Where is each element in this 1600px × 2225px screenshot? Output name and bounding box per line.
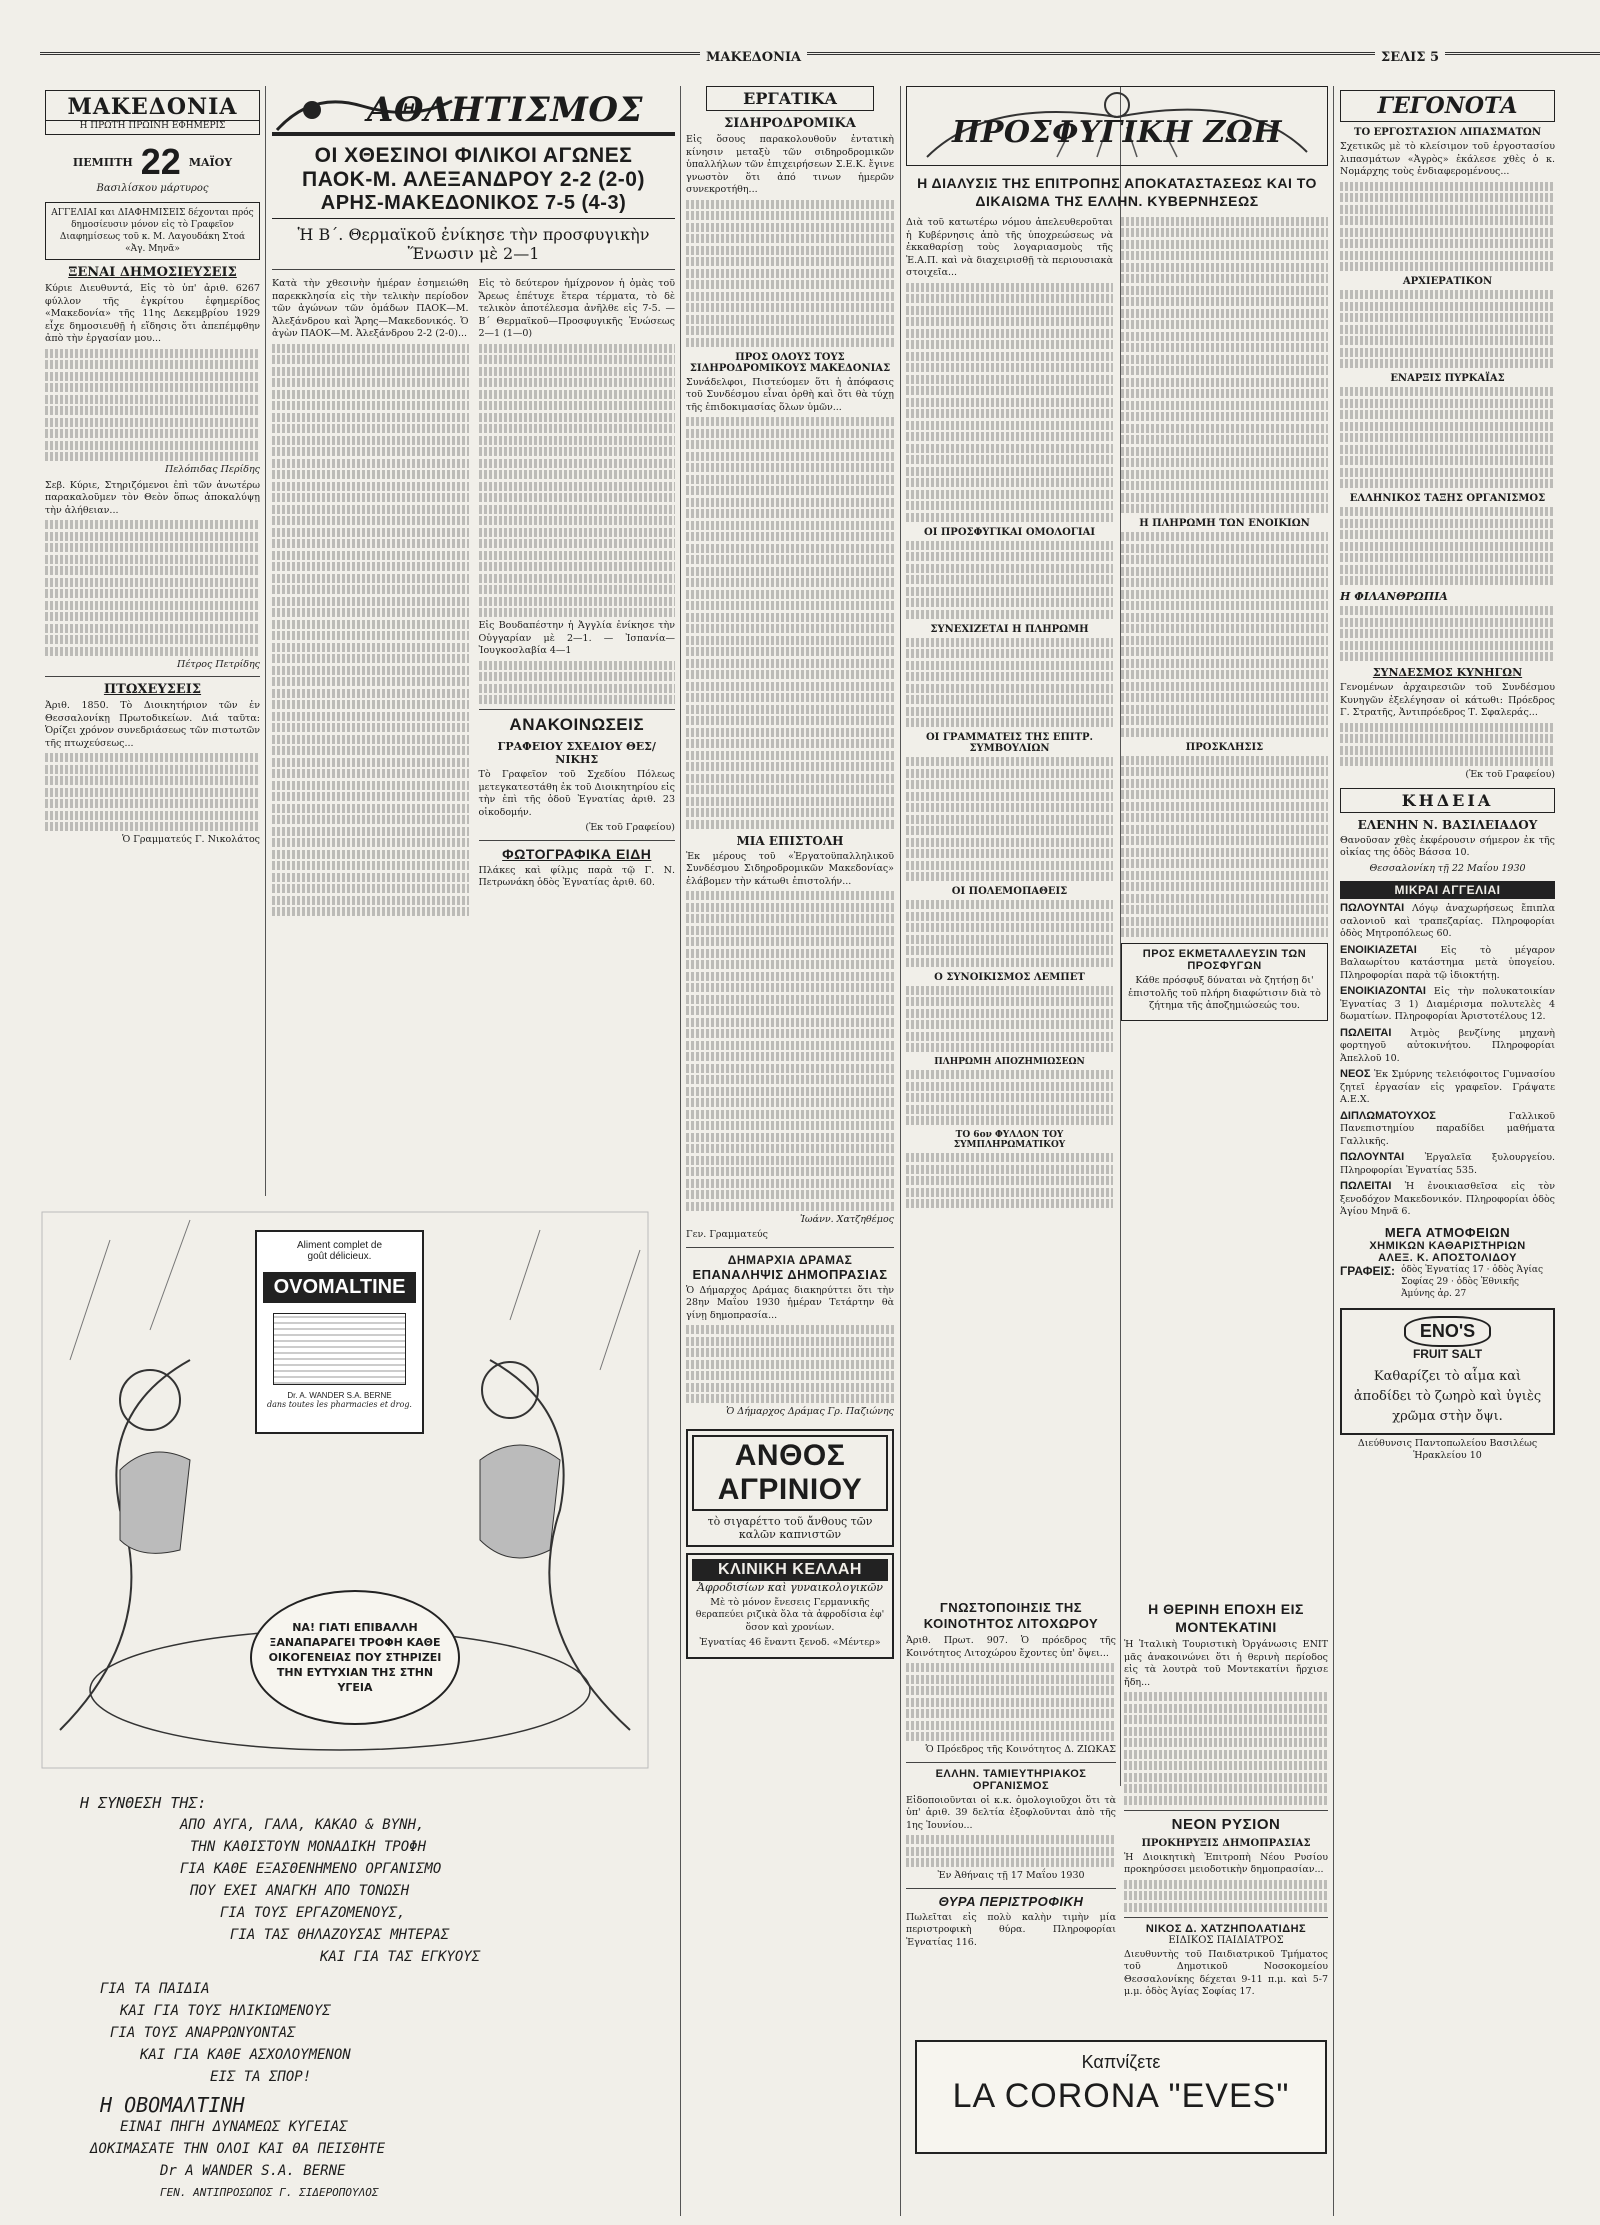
column-gegonota <box>1340 86 1555 2206</box>
xenai-signature: Πελόπιδας Περίδης <box>165 464 260 475</box>
athletics-deck: Ἡ Β΄. Θερμαϊκοῦ ἐνίκησε τὴν προσφυγικὴν Ἕνωσιν μὲ 2—1 <box>297 225 650 263</box>
athletics-body: Κατὰ τὴν χθεσινὴν ἡμέραν ἐσημειώθη παρεκκλησία εἰς τὴν τελικὴν περίοδον τῶν ἀγώνων τῶν ὁμάδων ΠΑΟΚ—Μ. Ἀλεξάνδρου καὶ Ἄρης—Μακεδονικός. Ὁ ἀγὼν ΠΑΟΚ—Μ. Ἀλεξάνδρου 2-2 (2-0)... <box>272 278 469 339</box>
prosfygiki-sub-1: ΟΙ ΠΡΟΣΦΥΓΙΚΑΙ ΟΜΟΛΟΓΙΑΙ <box>923 526 1096 538</box>
ergatika-sub-2: ΠΡΟΣ ΟΛΟΥΣ ΤΟΥΣ ΣΙΔΗΡΟΔΡΟΜΙΚΟΥΣ ΜΑΚΕΔΟΝΙΑΣ <box>689 351 891 374</box>
neon-rysion-heading: ΝΕΟΝ ΡΥΣΙΟΝ <box>1171 1815 1281 1833</box>
dimarchia-text: Ὁ Δήμαρχος Δράμας διακηρύττει ὅτι τὴν 28ην Μαΐου 1930 ἡμέραν Τετάρτην θὰ γίνῃ δημοπρασία... <box>686 1284 894 1321</box>
masthead-subtitle: Η ΠΡΩΤΗ ΠΡΩΙΝΗ ΕΦΗΜΕΡΙΣ <box>46 120 259 131</box>
ovo-line-1: ΑΠΟ ΑΥΓΑ, ΓΑΛΑ, ΚΑΚΑΟ & ΒΥΝΗ, <box>180 1817 425 1833</box>
classified-item: ΠΩΛΕΙΤΑΙ Ἀτμὸς βενζίνης μηχανὴ φορτηγοῦ αὐτοκινήτου. Πληροφορίαι Ἀπελλοῦ 10. <box>1340 1026 1555 1064</box>
masthead-title: ΜΑΚΕΔΟΝΙΑ <box>67 94 238 120</box>
gnostopoiiseis-heading: ΓΝΩΣΤΟΠΟΙΗΣΙΣ ΤΗΣ ΚΟΙΝΟΤΗΤΟΣ ΛΙΤΟΧΩΡΟΥ <box>923 1600 1099 1631</box>
running-header-page: ΣΕΛΙΣ 5 <box>1375 50 1445 65</box>
column-rule <box>1333 86 1334 2216</box>
classified-item: ΠΩΛΟΥΝΤΑΙ Λόγῳ ἀναχωρήσεως ἔπιπλα σαλονιοῦ καὶ τραπεζαρίας. Πληροφορίαι ὁδὸς Μητροπόλεως 60. <box>1340 902 1555 939</box>
running-header-title: ΜΑΚΕΔΟΝΙΑ <box>700 50 807 65</box>
prosfygiki-col-b <box>1121 214 1328 1211</box>
column-left <box>45 86 260 850</box>
can-pharmacies: dans toutes les pharmacies et drog. <box>267 1400 412 1409</box>
ovo-line-3: ΓΙΑ ΚΑΘΕ ΕΞΑΣΘΕΝΗΜΕΝΟ ΟΡΓΑΝΙΣΜΟ <box>180 1861 442 1877</box>
xenai-signature-2: Πέτρος Πετρίδης <box>177 658 260 670</box>
corona-small: Καπνίζετε <box>1081 2052 1161 2072</box>
tamieftirios-text: Εἰδοποιοῦνται οἱ κ.κ. ὀμολογιοῦχοι ὅτι τὰ ὑπ' ἀριθ. 39 δελτία ἐξοφλοῦνται ἀπὸ τῆς 1ης Ἰουνίου... <box>906 1794 1116 1831</box>
classified-item: ΕΝΟΙΚΙΑΖΟΝΤΑΙ Εἰς τὴν πολυκατοικίαν Ἐγνατίας 3 1) Διαμέρισμα πολυτελὲς 4 δωματίων. Πληροφορίαι Ἀριστοτέλους 12. <box>1340 985 1555 1022</box>
xenai-paragraph: Κύριε Διευθυντά, Εἰς τὸ ὑπ' ἀριθ. 6267 φύλλον τῆς ἐγκρίτου ἐφημερίδος «Μακεδονία» τῆς 11ης Δεκεμβρίου 1929 εἶχε δημοσιευθῇ ἡ εἴδησις ὅτι ἀπεπέμφθην ἀπὸ τὴν ἐργασίαν μου... <box>45 283 260 344</box>
column-athletics <box>272 86 675 919</box>
prosfygiki-box <box>1121 943 1328 1021</box>
can-label <box>273 1313 406 1385</box>
prosfygiki-sub-2: ΣΥΝΕΧΙΖΕΤΑΙ Η ΠΛΗΡΩΜΗ <box>930 623 1089 635</box>
announcements-sub: ΓΡΑΦΕΙΟΥ ΣΧΕΔΙΟΥ ΘΕΣ/ΝΙΚΗΣ <box>497 740 656 766</box>
top-rule <box>40 52 1600 63</box>
classifieds-heading: ΜΙΚΡΑΙ ΑΓΓΕΛΙΑΙ <box>1340 881 1555 899</box>
dimarchia-sub: ΕΠΑΝΑΛΗΨΙΣ ΔΗΜΟΠΡΑΣΙΑΣ <box>692 1266 888 1282</box>
prosfygiki-text: Διὰ τοῦ κατωτέρω νόμου ἀπελευθεροῦται ἡ Κυβέρνησις ἀπὸ τῆς ὑποχρεώσεως νὰ ἐκκαθαρίσῃ τοὺς λογαριασμοὺς τῆς Ἐ.Α.Π. καὶ νὰ διαχειρισθῇ τὰ περιουσιακὰ στοιχεῖα... <box>906 217 1113 278</box>
column-gnostopoiiseis <box>906 1600 1116 1948</box>
date-number: 22 <box>140 141 181 182</box>
ergatika-letter-heading: ΜΙΑ ΕΠΙΣΤΟΛΗ <box>736 833 844 848</box>
weekday: ΠΕΜΠΤΗ <box>72 155 133 169</box>
athletics-title: ΑΘΛΗΤΙΣΜΟΣ <box>367 90 644 130</box>
ergatika-heading: ΕΡΓΑΤΙΚΑ <box>706 86 874 111</box>
athletics-body-2: Εἰς τὸ δεύτερον ἡμίχρονον ἡ ὁμὰς τοῦ Ἄρεως ἐπέτυχε ἕτερα τέρματα, τὸ δὲ τελικὸν ἀποτέλεσμα ἀνῆλθε εἰς 7-5. — Β΄ Θερμαϊκοῦ—Προσφυγικῆς Ἑνώσεως 2—1 (1—0) <box>478 278 675 339</box>
prosfygiki-side-sub-2: ΠΡΟΣΚΛΗΣΙΣ <box>1185 741 1264 753</box>
anthos-ad <box>686 1429 894 1547</box>
chemical-addresses: ὁδὸς Ἐγνατίας 17 · ὁδὸς Ἁγίας Σοφίας 29 · ὁδὸς Ἐθνικῆς Ἀμύνης ἀρ. 27 <box>1401 1264 1544 1299</box>
prosfygiki-title: ΠΡΟΣΦΥΓΙΚΗ ΖΩΗ <box>952 115 1282 150</box>
gegonota-source: (Ἐκ τοῦ Γραφείου) <box>1465 769 1555 780</box>
ergatika-text: Εἰς ὅσους παρακολουθοῦν ἐντατικὴ κίνησιν μεταξὺ τῶν σιδηροδρομικῶν ὑπαλλήλων τῶν ἐπιχειρήσεων Σ.Ε.Κ. ἔγινε γνωστὸν ὅτι ἀπό τινων ἡμερῶν συνεκροτήθη... <box>686 134 894 195</box>
athletics-col-b <box>479 275 676 919</box>
ovo-line-9: ΚΑΙ ΓΙΑ ΤΟΥΣ ΗΛΙΚΙΩΜΕΝΟΥΣ <box>120 2003 331 2019</box>
gnostopoiiseis-sign: Ὁ Πρόεδρος τῆς Κοινότητος Δ. ΖΙΩΚΑΣ <box>925 1744 1116 1755</box>
ovomaltine-badge: ΝΑ! ΓΙΑΤΙ ΕΠΙΒΑΛΛΗ ΞΑΝΑΠΑΡΑΓΕΙ ΤΡΟΦΗ ΚΑΘΕ ΟΙΚΟΓΕΝΕΙΑΣ ΠΟΥ ΣΤΗΡΙΖΕΙ ΤΗΝ ΕΥΤΥΧΙΑΝ ΤΗΣ ΣΤΗΝ ΥΓΕΙΑ <box>250 1590 460 1725</box>
chemical-offices <box>1340 1264 1555 1300</box>
enos-brand: ENO'S <box>1404 1316 1491 1347</box>
ovo-maker: Dr A WANDER S.A. BERNE <box>160 2163 346 2179</box>
ergatika-text-2: Συνάδελφοι, Πιστεύομεν ὅτι ἡ ἀπόφασις τοῦ Συνδέσμου εἶναι ὀρθὴ καὶ ὅτι θὰ τύχῃ τῆς ἐπιδοκιμασίας ὅλων ὑμῶν... <box>686 376 894 413</box>
corona-ad <box>915 2040 1327 2154</box>
prosfygiki-sub-4: ΟΙ ΠΟΛΕΜΟΠΑΘΕΙΣ <box>951 886 1068 897</box>
announcements-text: Τὸ Γραφεῖον τοῦ Σχεδίου Πόλεως μετεγκατεστάθη ἐκ τοῦ Διοικητηρίου εἰς τὴν ἐπὶ τῆς ὁδοῦ Ἐγνατίας ἀριθ. 23 οἰκοδομήν. <box>478 769 675 818</box>
ovo-claim-3: ΔΟΚΙΜΑΣΑΤΕ ΤΗΝ ΟΛΟΙ ΚΑΙ ΘΑ ΠΕΙΣΘΗΤΕ <box>90 2141 386 2157</box>
kideia-heading: ΚΗΔΕΙΑ <box>1340 788 1555 813</box>
prosfygiki-col-a <box>906 214 1113 1211</box>
month: ΜΑΪΟΥ <box>188 155 233 169</box>
ovo-claim: Η ΟΒΟΜΑΛΤΙΝΗ <box>100 2093 245 2117</box>
klinik-address: Ἐγνατίας 46 ἔναντι ξενοδ. «Μέντερ» <box>699 1637 881 1648</box>
ergatika-signer-title: Γεν. Γραμματεύς <box>686 1229 768 1240</box>
ovomaltine-can <box>255 1230 424 1434</box>
thermal-text: Ἡ Ἰταλικὴ Τουριστικὴ Ὀργάνωσις ENIT μᾶς ἀνακοινώνει ὅτι ἡ θερινὴ περίοδος εἰς τὰ λουτρὰ τοῦ Μοντεκατίνι ἤρχισε ἤδη... <box>1124 1639 1328 1688</box>
gegonota-text-1: Σχετικῶς μὲ τὸ κλείσιμον τοῦ ἐργοστασίου λιπασμάτων «Ἀγρὸς» ἐκάλεσε χθὲς ὁ κ. Νομάρχης τοὺς ἐνδιαφερομένους... <box>1340 141 1555 177</box>
kideia-date: Θεσσαλονίκη τῇ 22 Μαΐου 1930 <box>1369 862 1526 874</box>
can-text-1: Aliment complet de <box>296 1240 383 1251</box>
athletics-results: Εἰς Βουδαπέστην ἡ Ἀγγλία ἐνίκησε τὴν Οὑγγαρίαν μὲ 2—1. — Ἰσπανία—Ἰουγκοσλαβία 4—1 <box>478 620 675 656</box>
classified-item: ΠΩΛΟΥΝΤΑΙ Ἐργαλεῖα ξυλουργείου. Πληροφορίαι Ἐγνατίας 535. <box>1340 1151 1555 1176</box>
classified-item: ΕΝΟΙΚΙΑΖΕΤΑΙ Εἰς τὸ μέγαρον Βαλαωρίτου κατάστημα μετὰ ὑπογείου. Πληροφορίαι παρὰ τῷ ἰδιοκτήτῃ. <box>1340 943 1555 981</box>
anthos-tagline: τὸ σιγαρέττο τοῦ ἄνθους τῶν καλῶν καπνιστῶν <box>707 1514 873 1541</box>
can-maker: Dr. A. WANDER S.A. BERNE <box>287 1391 392 1400</box>
thyra-text: Πωλεῖται εἰς πολὺ καλὴν τιμὴν μία περιστροφικὴ θύρα. Πληροφορίαι Ἐγνατίας 116. <box>906 1911 1116 1948</box>
ovomaltine-ad <box>40 1210 650 2205</box>
classifieds-list <box>1340 902 1555 1219</box>
klinik-text: Μὲ τὸ μόνον ἔνεσεις Γερμανικῆς θεραπεύει ριζικὰ ὅλα τὰ ἀφροδίσια ἐφ' ὅσον καὶ χρονίων. <box>695 1596 885 1633</box>
prosfygiki-sub-6: ΠΛΗΡΩΜΗ ΑΠΟΖΗΜΙΩΣΕΩΝ <box>934 1057 1085 1067</box>
corona-brand: LA CORONA "EVES" <box>952 2077 1290 2115</box>
announcements-source: (Ἐκ τοῦ Γραφείου) <box>585 822 675 833</box>
thyra-heading: ΘΥΡΑ ΠΕΡΙΣΤΡΟΦΙΚΗ <box>938 1893 1084 1909</box>
ovo-line-0: Η ΣΥΝΘΕΣΗ ΤΗΣ: <box>80 1794 207 1812</box>
dimarchia-heading: ΔΗΜΑΡΧΙΑ ΔΡΑΜΑΣ <box>727 1252 853 1267</box>
date-block <box>45 141 260 183</box>
photo-text: Πλάκες καὶ φίλμς παρὰ τῷ Γ. Ν. Πετρωνάκη ὁδὸς Ἐγνατίας ἀριθ. 60. <box>478 864 675 888</box>
ptocheuseis-signer: Ὁ Γραμματεύς Γ. Νικολάτος <box>122 834 260 845</box>
ovo-line-4: ΠΟΥ ΕΧΕΙ ΑΝΑΓΚΗ ΑΠΟ ΤΟΝΩΣΗ <box>190 1883 410 1899</box>
column-rule <box>265 86 266 1196</box>
xenai-paragraph-2: Σεβ. Κύριε, Στηριζόμενοι ἐπὶ τῶν ἀνωτέρω παρακαλοῦμεν τὸν Θεὸν ὅπως ἀποκαλύψῃ τὴν ἀλήθειαν... <box>45 479 260 516</box>
photo-heading: ΦΩΤΟΓΡΑΦΙΚΑ ΕΙΔΗ <box>502 845 652 862</box>
ptocheuseis-heading: ΠΤΩΧΕΥΣΕΙΣ <box>103 682 202 697</box>
prosfygiki-sub-7: ΤΟ 6ον ΦΥΛΛΟΝ ΤΟΥ ΣΥΜΠΛΗΡΩΜΑΤΙΚΟΥ <box>953 1130 1066 1150</box>
xenai-heading: ΞΕΝΑΙ ΔΗΜΟΣΙΕΥΣΕΙΣ <box>68 265 237 280</box>
gegonota-sub-4: ΕΛΛΗΝΙΚΟΣ ΤΑΞΗΣ ΟΡΓΑΝΙΣΜΟΣ <box>1349 493 1546 504</box>
ovomaltine-copy <box>80 1792 640 2204</box>
gegonota-text-2: Γενομένων ἀρχαιρεσιῶν τοῦ Συνδέσμου Κυνηγῶν ἐξελέγησαν οἱ κάτωθι: Πρόεδρος Γ. Στρατῆς, Ἀντιπρόεδρος Τ. Σφαλεράς... <box>1340 682 1555 718</box>
klinik-ad <box>686 1553 894 1659</box>
kideia-text: Θανοῦσαν χθὲς ἐκφέρουσιν σήμερον ἐκ τῆς οἰκίας της ὁδὸς Βάσσα 10. <box>1340 834 1555 858</box>
athletics-col-a <box>272 275 469 919</box>
ad-notice-box: ΑΓΓΕΛΙΑΙ και ΔΙΑΦΗΜΙΣΕΙΣ δέχονται πρός δημοσίευσιν μόνον εἰς τὸ Γραφεῖον Διαφημίσεως τοῦ κ. Μ. Λαγουδάκη Στοά «Ἀγ. Μηνᾶ» <box>45 202 260 260</box>
athletics-headline-1: ΟΙ ΧΘΕΣΙΝΟΙ ΦΙΛΙΚΟΙ ΑΓΩΝΕΣ <box>314 144 633 167</box>
tamieftirios-date: Ἐν Ἀθήναις τῇ 17 Μαΐου 1930 <box>937 1870 1085 1881</box>
ovo-line-5: ΓΙΑ ΤΟΥΣ ΕΡΓΑΖΟΜΕΝΟΥΣ, <box>220 1905 406 1921</box>
chemical-sub: ΧΗΜΙΚΩΝ ΚΑΘΑΡΙΣΤΗΡΙΩΝ <box>1369 1239 1526 1252</box>
enos-ad <box>1340 1308 1555 1435</box>
dimarchia-sign: Ὁ Δήμαρχος Δράμας Γρ. Παζιώνης <box>726 1406 894 1417</box>
gegonota-sub-2: ΑΡΧΙΕΡΑΤΙΚΟΝ <box>1402 276 1493 287</box>
ovo-line-11: ΚΑΙ ΓΙΑ ΚΑΘΕ ΑΣΧΟΛΟΥΜΕΝΟΝ <box>140 2047 351 2063</box>
enos-text: Καθαρίζει τὸ αἷμα καὶ ἀποδίδει τὸ ζωηρὸ καὶ ὑγιὲς χρῶμα στὴν ὄψι. <box>1353 1368 1542 1424</box>
gnostopoiiseis-text: Ἀριθ. Πρωτ. 907. Ὁ πρόεδρος τῆς Κοινότητος Λιτοχώρου ἔχοντες ὑπ' ὄψει... <box>906 1635 1116 1659</box>
chemical-label: ΓΡΑΦΕΙΣ: <box>1340 1263 1396 1278</box>
klinik-sub: Ἀφροδισίων καὶ γυναικολογικῶν <box>697 1580 883 1594</box>
ovo-claim-2: ΕΙΝΑΙ ΠΗΓΗ ΔΥΝΑΜΕΩΣ ΚΥΓΕΙΑΣ <box>120 2119 348 2135</box>
announcements-heading: ΑΝΑΚΟΙΝΩΣΕΙΣ <box>509 715 645 734</box>
gegonota-heading: ΓΕΓΟΝΟΤΑ <box>1340 90 1555 122</box>
ovo-line-7: ΚΑΙ ΓΙΑ ΤΑΣ ΕΓΚΥΟΥΣ <box>320 1949 481 1965</box>
can-text-2: goût délicieux. <box>307 1251 372 1262</box>
athletics-headline-3: ΑΡΗΣ-ΜΑΚΕΔΟΝΙΚΟΣ 7-5 (4-3) <box>272 192 675 219</box>
ovo-line-12: ΕΙΣ ΤΑ ΣΠΟΡ! <box>210 2069 312 2085</box>
ovo-line-6: ΓΙΑ ΤΑΣ ΘΗΛΑΖΟΥΣΑΣ ΜΗΤΕΡΑΣ <box>230 1927 450 1943</box>
prosfygiki-box-text: Κάθε πρόσφυξ δύναται νὰ ζητήσῃ δι' ἐπιστολῆς τοῦ πλήρη διαφώτισιν διὰ τὸ ζήτημα τῆς ἀποζημιώσεώς του. <box>1128 975 1321 1011</box>
tamieftirios-heading: ΕΛΛΗΝ. ΤΑΜΙΕΥΤΗΡΙΑΚΟΣ ΟΡΓΑΝΙΣΜΟΣ <box>935 1767 1087 1792</box>
prosfygiki-box-title: ΠΡΟΣ ΕΚΜΕΤΑΛΛΕΥΣΙΝ ΤΩΝ ΠΡΟΣΦΥΓΩΝ <box>1142 948 1307 972</box>
anthos-title: ΑΝΘΟΣ ΑΓΡΙΝΙΟΥ <box>692 1435 888 1511</box>
athletics-headline-2: ΠΑΟΚ-Μ. ΑΛΕΞΑΝΔΡΟΥ 2-2 (2-0) <box>302 168 645 191</box>
ptocheuseis-text: Ἀριθ. 1850. Τὸ Διοικητήριον τῶν ἐν Θεσσαλονίκῃ Πρωτοδικείων. Διά ταῦτα: Ὁρίζει χρόνον συνεδριάσεως τῶν πιστωτῶν τῆς πτωχεύσεως... <box>45 700 260 749</box>
ovo-line-8: ΓΙΑ ΤΑ ΠΑΙΔΙΑ <box>100 1981 210 1997</box>
ovo-line-2: ΤΗΝ ΚΑΘΙΣΤΟΥΝ ΜΟΝΑΔΙΚΗ ΤΡΟΦΗ <box>190 1839 427 1855</box>
column-rule <box>900 86 901 2216</box>
ergatika-signer: Ἰωάνν. Χατζηθέμος <box>799 1213 894 1225</box>
prosfygiki-columns <box>906 214 1328 1211</box>
chatzipolatidis-text: Διευθυντὴς τοῦ Παιδιατρικοῦ Τμήματος τοῦ Δημοτικοῦ Νοσοκομείου Θεσσαλονίκης δέχεται 9-11 π.μ. καὶ 5-7 μ.μ. ὁδὸς Ἁγίας Σοφίας 17. <box>1124 1948 1328 1997</box>
klinik-heading: ΚΛΙΝΙΚΗ ΚΕΛΛΑΗ <box>692 1559 888 1581</box>
thermal-heading: Η ΘΕΡΙΝΗ ΕΠΟΧΗ ΕΙΣ ΜΟΝΤΕΚΑΤΙΝΙ <box>1148 1601 1304 1635</box>
ergatika-sub: ΣΙΔΗΡΟΔΡΟΜΙΚΑ <box>724 116 856 131</box>
column-rule <box>680 86 681 2216</box>
gegonota-sub-1: ΤΟ ΕΡΓΟΣΤΑΣΙΟΝ ΛΙΠΑΣΜΑΤΩΝ <box>1354 127 1541 138</box>
chemical-name: ΑΛΕΞ. Κ. ΑΠΟΣΤΟΛΙΔΟΥ <box>1378 1251 1517 1264</box>
chatzipolatidis-name: ΝΙΚΟΣ Δ. ΧΑΤΖΗΠΟΛΑΤΙΔΗΣ <box>1145 1922 1307 1935</box>
enos-sub: FRUIT SALT <box>1412 1346 1483 1361</box>
gegonota-sub-6: ΣΥΝΔΕΣΜΟΣ ΚΥΝΗΓΩΝ <box>1372 666 1523 679</box>
kideia-name: ΕΛΕΝΗΝ Ν. ΒΑΣΙΛΕΙΑΔΟΥ <box>1357 817 1538 832</box>
neon-rysion-sub: ΠΡΟΚΗΡΥΞΙΣ ΔΗΜΟΠΡΑΣΙΑΣ <box>1141 1837 1311 1849</box>
can-brand: OVOMALTINE <box>263 1272 416 1303</box>
athletics-columns <box>272 275 675 919</box>
athletics-banner <box>272 86 675 140</box>
prosfygiki-headline: Η ΔΙΑΛΥΣΙΣ ΤΗΣ ΕΠΙΤΡΟΠΗΣ ΑΠΟΚΑΤΑΣΤΑΣΕΩΣ ΚΑΙ ΤΟ ΔΙΚΑΙΩΜΑ ΤΗΣ ΕΛΛΗΝ. ΚΥΒΕΡΝΗΣΕΩΣ <box>917 175 1317 209</box>
saint-of-day: Βασιλίσκου μάρτυρος <box>96 183 209 194</box>
column-thermal <box>1124 1600 1328 1997</box>
prosfygiki-sub-3: ΟΙ ΓΡΑΜΜΑΤΕΙΣ ΤΗΣ ΕΠΙΤΡ. ΣΥΜΒΟΥΛΙΩΝ <box>925 732 1094 754</box>
neon-rysion-text: Ἡ Διοικητικὴ Ἐπιτροπὴ Νέου Ρυσίου προκηρύσσει μειοδοτικὴν δημοπρασίαν... <box>1124 1851 1328 1875</box>
classified-item: ΠΩΛΕΙΤΑΙ Ἡ ἐνοικιασθεῖσα εἰς τὸν ξενοδόχον Μακεδονικόν. Πληροφορίαι ὁδὸς Ἁγίου Μηνᾶ 6. <box>1340 1180 1555 1217</box>
prosfygiki-banner <box>906 86 1328 166</box>
chemical-heading: ΜΕΓΑ ΑΤΜΟΦΕΙΩΝ <box>1384 1224 1511 1240</box>
prosfygiki-side-sub-1: Η ΠΛΗΡΩΜΗ ΤΩΝ ΕΝΟΙΚΙΩΝ <box>1139 518 1310 529</box>
ovo-agent: ΓΕΝ. ΑΝΤΙΠΡΟΣΩΠΟΣ Γ. ΣΙΔΕΡΟΠΟΥΛΟΣ <box>160 2186 379 2199</box>
classified-item: ΔΙΠΛΩΜΑΤΟΥΧΟΣ Γαλλικοῦ Πανεπιστημίου παραδίδει μαθήματα Γαλλικῆς. <box>1340 1109 1555 1147</box>
classified-item: ΝΕΟΣ Ἐκ Σμύρνης τελειόφοιτος Γυμνασίου ζητεῖ ἐργασίαν εἰς γραφεῖον. Γράψατε Α.Ε.Χ. <box>1340 1068 1556 1105</box>
gegonota-sub-5: Η ΦΙΛΑΝΘΡΩΠΙΑ <box>1340 590 1448 603</box>
masthead <box>45 90 260 135</box>
prosfygiki-sub-5: Ο ΣΥΝΟΙΚΙΣΜΟΣ ΛΕΜΠΕΤ <box>934 971 1085 983</box>
gegonota-sub-3: ΕΝΑΡΞΙΣ ΠΥΡΚΑΪΑΣ <box>1390 373 1505 384</box>
ergatika-letter: Ἐκ μέρους τοῦ «Ἐργατοϋπαλληλικοῦ Συνδέσμου Σιδηροδρομικῶν Μακεδονίας» ἐλάβομεν τὴν κάτωθι ἐπιστολήν... <box>686 850 894 887</box>
chatzipolatidis-title: ΕΙΔΙΚΟΣ ΠΑΙΔΙΑΤΡΟΣ <box>1168 1934 1284 1946</box>
ovo-line-10: ΓΙΑ ΤΟΥΣ ΑΝΑΡΡΩΝΥΟΝΤΑΣ <box>110 2025 296 2041</box>
enos-footer: Διεύθυνσις Παντοπωλείου Βασιλέως Ἡρακλείου 10 <box>1357 1437 1538 1461</box>
column-prosfygiki <box>906 86 1328 1706</box>
column-ergatika <box>686 86 894 2196</box>
